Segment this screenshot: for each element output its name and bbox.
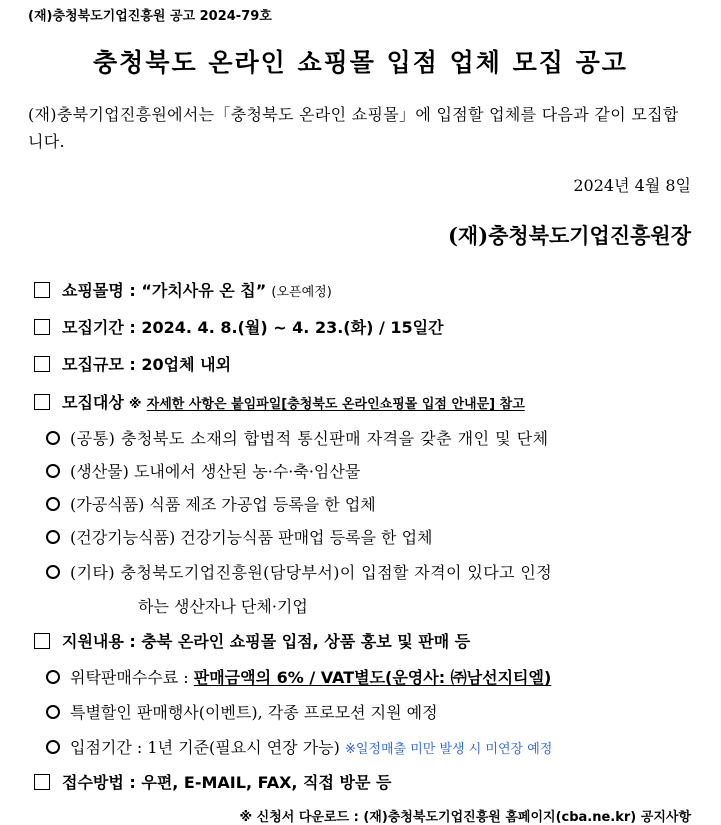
circle-bullet-icon bbox=[46, 530, 60, 544]
checkbox-square-icon bbox=[34, 394, 50, 410]
support-item-event bbox=[46, 700, 438, 723]
checkbox-square-icon bbox=[34, 774, 50, 790]
circle-bullet-icon bbox=[46, 431, 60, 445]
scale-value: 20업체 내외 bbox=[141, 355, 232, 374]
target-label: 모집대상 bbox=[62, 393, 124, 412]
target-item-other bbox=[46, 560, 552, 583]
circle-bullet-icon bbox=[46, 464, 60, 478]
target-note-mark: ※ bbox=[128, 397, 142, 412]
support-label: 지원내용 : 충북 온라인 쇼핑몰 입점, 상품 홍보 및 판매 등 bbox=[62, 632, 471, 651]
circle-bullet-icon bbox=[46, 740, 60, 754]
support-item-fee bbox=[46, 665, 551, 688]
download-note: ※ 신청서 다운로드 : (재)충청북도기업진흥원 홈페이지(cba.ne.kr) 공지사항 bbox=[239, 810, 691, 825]
period-label: 모집기간 : bbox=[62, 318, 142, 337]
page-title: 충청북도 온라인 쇼핑몰 입점 업체 모집 공고 bbox=[93, 48, 628, 77]
notice-number: (재)충청북도기업진흥원 공고 2024-79호 bbox=[28, 9, 272, 24]
scale-label: 모집규모 : bbox=[62, 355, 142, 374]
period-value: 2024. 4. 8.(월) ~ 4. 23.(화) / 15일간 bbox=[141, 318, 444, 337]
intro-paragraph: (재)충북기업진흥원에서는「충청북도 온라인 쇼핑몰」에 입점할 업체를 다음과 같이 모집합니다. bbox=[28, 105, 679, 151]
target-item-health bbox=[46, 525, 433, 548]
circle-bullet-icon bbox=[46, 497, 60, 511]
fee-label: 위탁판매수수료 : bbox=[70, 668, 194, 687]
support-item-term bbox=[46, 735, 552, 758]
checkbox-square-icon bbox=[34, 633, 50, 649]
mall-name-note: (오픈예정) bbox=[271, 285, 332, 300]
target-item-text: (공통) 충청북도 소재의 합법적 통신판매 자격을 갖춘 개인 및 단체 bbox=[70, 429, 549, 448]
target-item-text: (건강기능식품) 건강기능식품 판매업 등록을 한 업체 bbox=[70, 528, 433, 547]
target-item-produce bbox=[46, 459, 360, 482]
term-label: 입점기간 : 1년 기준(필요시 연장 가능) bbox=[70, 738, 345, 757]
mall-name-value: “가치사유 온 칩” bbox=[141, 281, 267, 300]
target-note: 자세한 사항은 붙임파일[충청북도 온라인쇼핑몰 입점 안내문] 참고 bbox=[146, 397, 525, 412]
section-support bbox=[34, 629, 470, 652]
issuer: (재)충청북도기업진흥원장 bbox=[447, 223, 691, 248]
target-item-common bbox=[46, 426, 549, 449]
target-item-text: (가공식품) 식품 제조 가공업 등록을 한 업체 bbox=[70, 495, 376, 514]
section-scale bbox=[34, 352, 231, 375]
section-period bbox=[34, 315, 444, 338]
target-item-continuation: 하는 생산자나 단체·기업 bbox=[138, 597, 308, 616]
target-item-text: (기타) 충청북도기업진흥원(담당부서)이 입점할 자격이 있다고 인정 bbox=[70, 563, 553, 582]
section-mall-name bbox=[34, 278, 332, 301]
event-text: 특별할인 판매행사(이벤트), 각종 프로모션 지원 예정 bbox=[70, 703, 438, 722]
checkbox-square-icon bbox=[34, 319, 50, 335]
section-apply bbox=[34, 770, 391, 793]
section-target bbox=[34, 390, 525, 413]
circle-bullet-icon bbox=[46, 565, 60, 579]
mall-name-label: 쇼핑몰명 : bbox=[62, 281, 142, 300]
checkbox-square-icon bbox=[34, 282, 50, 298]
circle-bullet-icon bbox=[46, 670, 60, 684]
target-item-processed bbox=[46, 492, 376, 515]
fee-value: 판매금액의 6% / VAT별도(운영사: ㈜남선지티엘) bbox=[193, 668, 552, 687]
checkbox-square-icon bbox=[34, 356, 50, 372]
apply-label: 접수방법 : 우편, E-MAIL, FAX, 직접 방문 등 bbox=[62, 773, 392, 792]
circle-bullet-icon bbox=[46, 705, 60, 719]
target-item-text: (생산물) 도내에서 생산된 농·수·축·임산물 bbox=[70, 462, 361, 481]
term-note: ※일정매출 미만 발생 시 미연장 예정 bbox=[344, 742, 553, 757]
notice-date: 2024년 4월 8일 bbox=[573, 176, 691, 195]
